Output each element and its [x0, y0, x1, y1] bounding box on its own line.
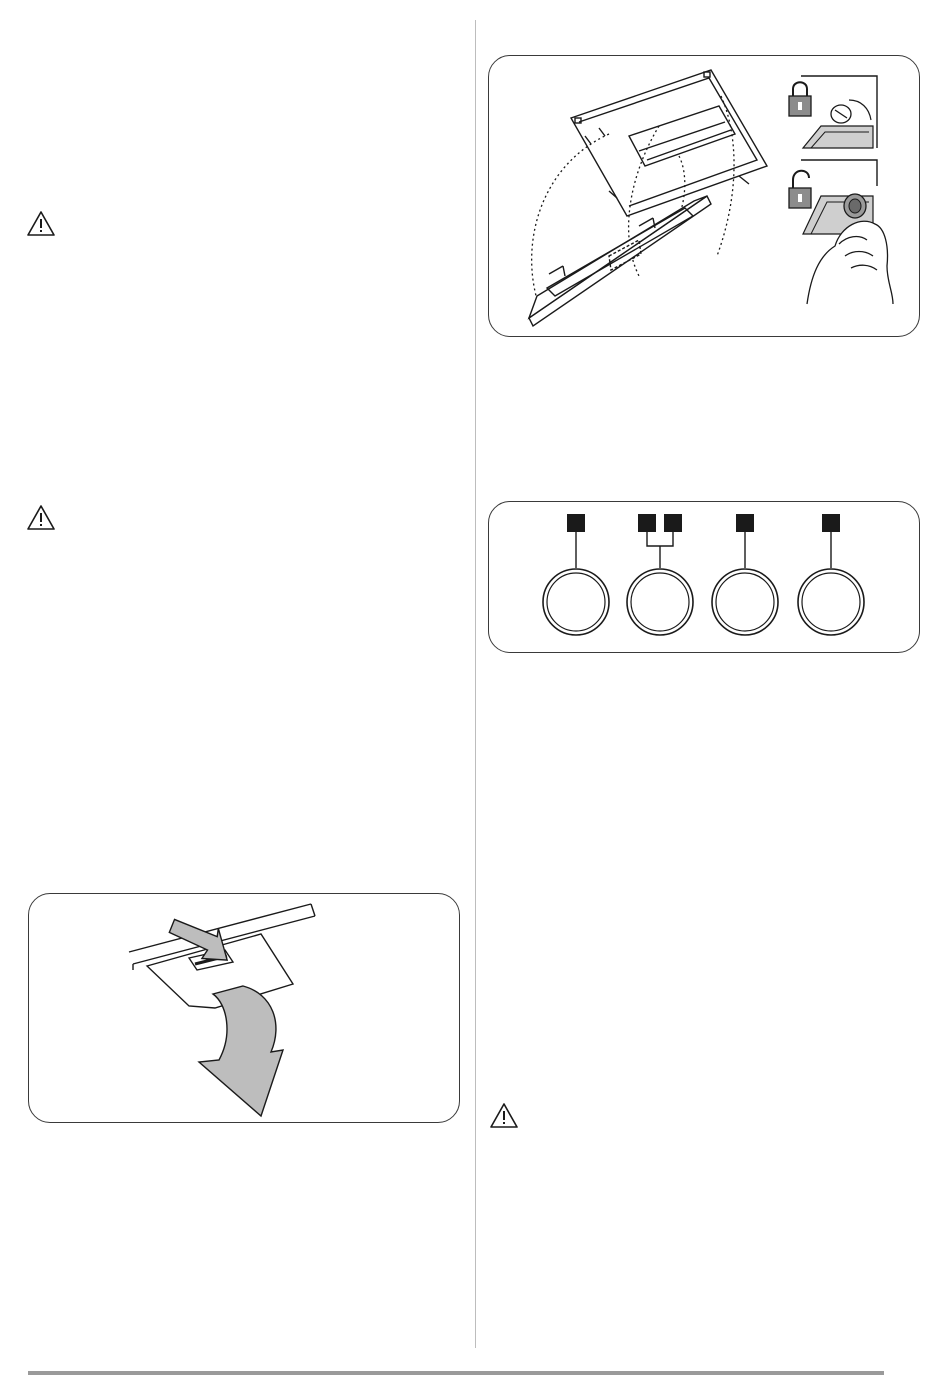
column-divider [475, 20, 476, 1348]
footer-rule [28, 1371, 884, 1375]
leader-lines [576, 532, 831, 568]
control-knobs-figure [488, 501, 920, 653]
filter-removal-figure [488, 55, 920, 337]
label-marker [567, 514, 840, 532]
lock-open-icon [789, 171, 811, 208]
warning-triangle-icon [26, 210, 56, 238]
warning-triangle-icon [26, 504, 56, 532]
lock-closed-icon [789, 82, 811, 116]
hood-frame [571, 70, 767, 216]
filter-panel [529, 196, 711, 326]
knob [543, 569, 864, 635]
warning-triangle-icon [489, 1102, 519, 1130]
flap-release-figure [28, 893, 460, 1123]
lock-closed-inset [801, 76, 877, 148]
